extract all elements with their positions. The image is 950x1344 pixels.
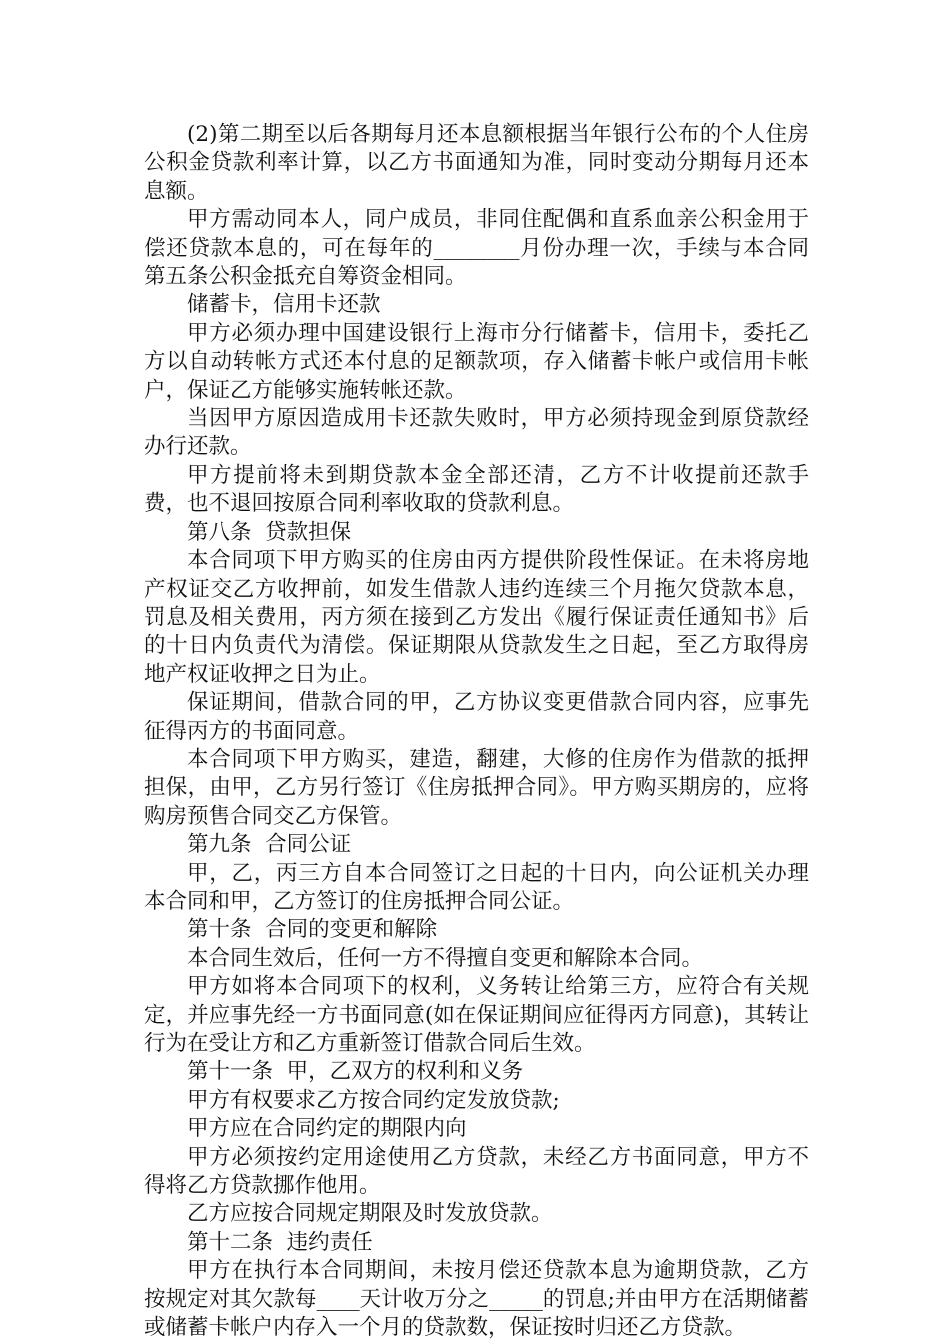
heading-card-repayment: 储蓄卡，信用卡还款 — [187, 292, 381, 318]
paragraph-provident-fund-repayment: 甲方需动同本人，同户成员，非同住配偶和直系血亲公积金用于偿还贷款本息的，可在每年的________月份办理一次，手续与本合同第五条公积金抵充自筹资金相同。 — [144, 207, 809, 290]
paragraph-default-liability: 甲方在执行本合同期间，未按月偿还贷款本息为逾期贷款，乙方按规定对其欠款每____天计收万分之_____的罚息;并由甲方在活期储蓄或储蓄卡帐户内存入一个月的贷款数，保证按时归还乙方贷款。 — [144, 1258, 809, 1341]
paragraph-notarization: 甲，乙，丙三方自本合同签订之日起的十日内，向公证机关办理本合同和甲，乙方签订的住房抵押合同公证。 — [144, 860, 809, 914]
paragraph-guarantee: 本合同项下甲方购买的住房由丙方提供阶段性保证。在未将房地产权证交乙方收押前，如发生借款人违约连续三个月拖欠贷款本息，罚息及相关费用，丙方须在接到乙方发出《履行保证责任通知书》后的十日内负责代为清偿。保证期限从贷款发生之日起，至乙方取得房地产权证收押之日为止。 — [144, 548, 809, 687]
paragraph-repayment-period-two: (2)第二期至以后各期每月还本息额根据当年银行公布的个人住房公积金贷款利率计算，以乙方书面通知为准，同时变动分期每月还本息额。 — [144, 122, 809, 204]
heading-article-10: 第十条 合同的变更和解除 — [187, 917, 438, 943]
heading-article-8: 第八条 贷款担保 — [187, 519, 352, 545]
paragraph-party-a-right: 甲方有权要求乙方按合同约定发放贷款; — [187, 1087, 560, 1113]
paragraph-transfer-rights: 甲方如将本合同项下的权利，义务转让给第三方，应符合有关规定，并应事先经一方书面同意(如在保证期间应征得丙方同意)，其转让行为在受让方和乙方重新签订借款合同后生效。 — [144, 974, 809, 1056]
paragraph-card-application: 甲方必须办理中国建设银行上海市分行储蓄卡，信用卡，委托乙方以自动转帐方式还本付息的足额款项，存入储蓄卡帐户或信用卡帐户，保证乙方能够实施转帐还款。 — [144, 320, 809, 403]
paragraph-party-b-duty: 乙方应按合同规定期限及时发放贷款。 — [187, 1201, 553, 1227]
heading-article-12: 第十二条 违约责任 — [187, 1229, 373, 1255]
paragraph-early-repayment: 甲方提前将未到期贷款本金全部还清，乙方不计收提前还款手费，也不退回按原合同利率收取的贷款利息。 — [144, 462, 809, 517]
heading-article-9: 第九条 合同公证 — [187, 832, 352, 858]
paragraph-no-unilateral-change: 本合同生效后，任何一方不得擅自变更和解除本合同。 — [187, 945, 704, 971]
paragraph-party-a-duty: 甲方应在合同约定的期限内向 — [187, 1116, 467, 1142]
paragraph-loan-usage: 甲方必须按约定用途使用乙方贷款，未经乙方书面同意，甲方不得将乙方贷款挪作他用。 — [144, 1144, 809, 1199]
document-body — [144, 121, 809, 1342]
paragraph-card-failure: 当因甲方原因造成用卡还款失败时，甲方必须持现金到原贷款经办行还款。 — [144, 406, 809, 460]
paragraph-mortgage: 本合同项下甲方购买，建造，翻建，大修的住房作为借款的抵押担保，由甲，乙方另行签订《住房抵押合同》。甲方购买期房的，应将购房预售合同交乙方保管。 — [144, 746, 809, 829]
heading-article-11: 第十一条 甲，乙双方的权利和义务 — [187, 1059, 524, 1085]
paragraph-guarantee-period: 保证期间，借款合同的甲，乙方协议变更借款合同内容，应事先征得丙方的书面同意。 — [144, 690, 809, 744]
